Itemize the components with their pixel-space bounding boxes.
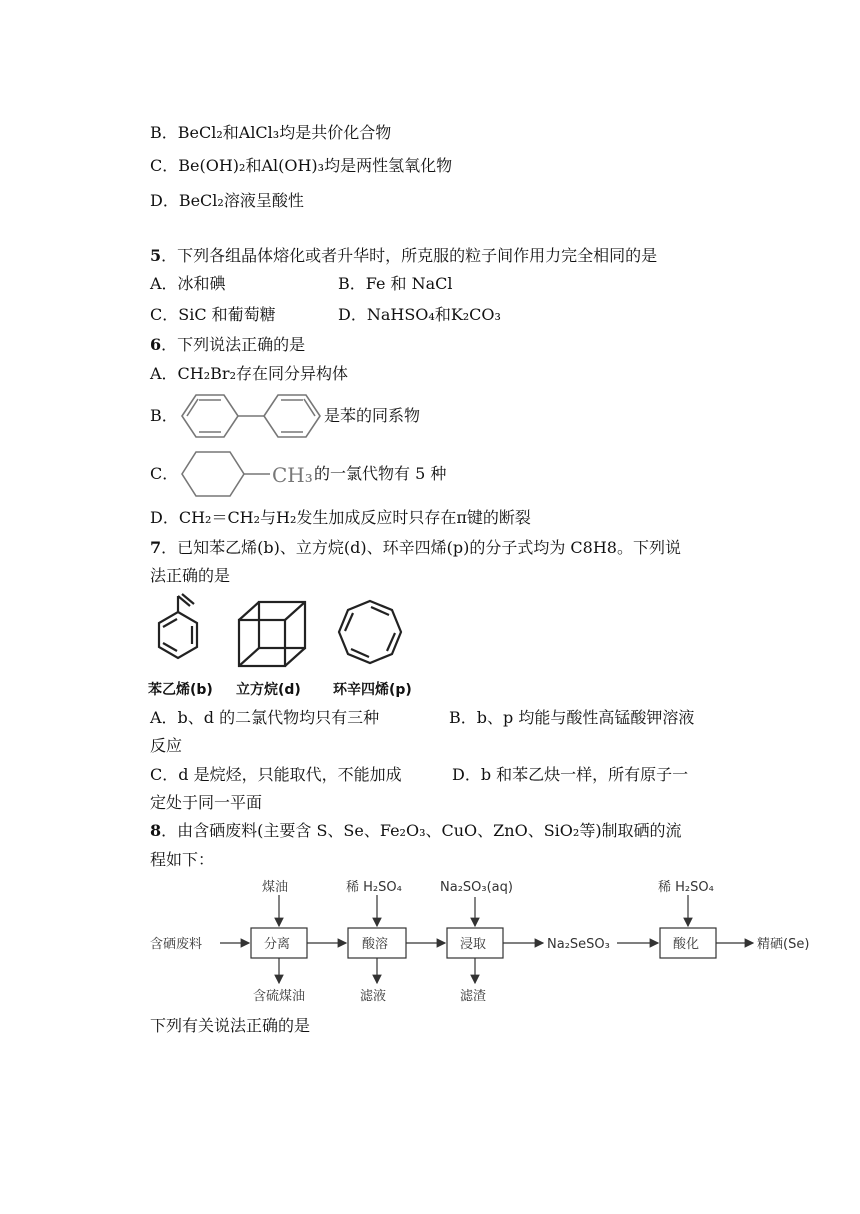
flow-end: 精硒(Se) [757, 937, 810, 952]
option-b-becl2: B．BeCl₂和AlCl₃均是共价化合物 [150, 123, 392, 142]
question-7 [150, 537, 681, 559]
flow-box1-label: 分离 [264, 937, 291, 952]
q7-option-b-cont: 反应 [150, 736, 183, 755]
q5-option-c: C．SiC 和葡萄糖 [150, 305, 276, 324]
flow-input-dilute-h2so4: 稀 H₂SO₄ [346, 880, 402, 895]
question-text: ．已知苯乙烯(b)、立方烷(d)、环辛四烯(p)的分子式均为 C8H8。下列说 [161, 538, 681, 557]
flow-output-filtrate: 滤液 [360, 989, 387, 1004]
q7-option-b: B．b、p 均能与酸性高锰酸钾溶液 [449, 708, 695, 727]
c8h8-structures-figure [148, 592, 428, 700]
styrene-label: 苯乙烯(b) [148, 682, 213, 698]
flow-box4-label: 酸化 [673, 937, 700, 952]
selenium-flowchart [150, 875, 820, 1010]
flow-box2-label: 酸溶 [362, 937, 389, 952]
question-6 [150, 334, 305, 356]
methyl-group: CH₃ [272, 463, 313, 487]
question-8-prompt: 下列有关说法正确的是 [150, 1016, 311, 1035]
q6-option-d: D．CH₂＝CH₂与H₂发生加成反应时只存在π键的断裂 [150, 508, 531, 527]
biphenyl-structure [178, 390, 324, 442]
question-text: ．由含硒废料(主要含 S、Se、Fe₂O₃、CuO、ZnO、SiO₂等)制取硒的流 [161, 821, 682, 840]
flow-input-kerosene: 煤油 [262, 880, 289, 895]
q6-option-b-label: B． [150, 406, 178, 425]
flow-input-na2so3: Na₂SO₃(aq) [440, 880, 513, 895]
option-c-hydroxides: C．Be(OH)₂和Al(OH)₃均是两性氢氧化物 [150, 156, 453, 175]
q6-option-a: A．CH₂Br₂存在同分异构体 [150, 364, 348, 383]
flow-box3-label: 浸取 [460, 937, 487, 952]
question-text: ．下列各组晶体熔化或者升华时，所克服的粒子间作用力完全相同的是 [161, 246, 658, 265]
question-5 [150, 245, 657, 267]
flow-output-sulfur-kerosene: 含硫煤油 [253, 989, 306, 1004]
q5-option-b: B．Fe 和 NaCl [338, 274, 453, 293]
flow-output-residue: 滤渣 [460, 989, 487, 1004]
q5-option-d: D．NaHSO₄和K₂CO₃ [338, 305, 501, 324]
flow-start: 含硒废料 [150, 937, 203, 952]
question-7-cont: 法正确的是 [150, 566, 231, 585]
question-number: 7 [150, 538, 162, 557]
question-number: 5 [150, 246, 162, 265]
flow-intermediate: Na₂SeSO₃ [547, 937, 610, 952]
cubane-label: 立方烷(d) [236, 682, 301, 698]
question-8-cont: 程如下： [150, 850, 215, 869]
option-d-acidic: D．BeCl₂溶液呈酸性 [150, 191, 304, 210]
question-number: 8 [150, 821, 162, 840]
q7-option-d: D．b 和苯乙炔一样，所有原子一 [452, 765, 689, 784]
question-8 [150, 820, 682, 842]
q6-option-c-text: 的一氯代物有 5 种 [314, 464, 447, 483]
cyclooctatetraene-label: 环辛四烯(p) [333, 682, 412, 698]
methylcyclohexane-structure [178, 448, 318, 500]
q7-option-c: C．d 是烷烃，只能取代，不能加成 [150, 765, 402, 784]
q7-option-d-cont: 定处于同一平面 [150, 793, 263, 812]
q6-option-b-text: 是苯的同系物 [324, 406, 421, 425]
q7-option-a: A．b、d 的二氯代物均只有三种 [150, 708, 380, 727]
flow-input-dilute-h2so4-2: 稀 H₂SO₄ [658, 880, 714, 895]
q5-option-a: A．冰和碘 [150, 274, 226, 293]
question-text: ．下列说法正确的是 [161, 335, 306, 354]
question-number: 6 [150, 335, 162, 354]
q6-option-c-label: C． [150, 464, 179, 483]
